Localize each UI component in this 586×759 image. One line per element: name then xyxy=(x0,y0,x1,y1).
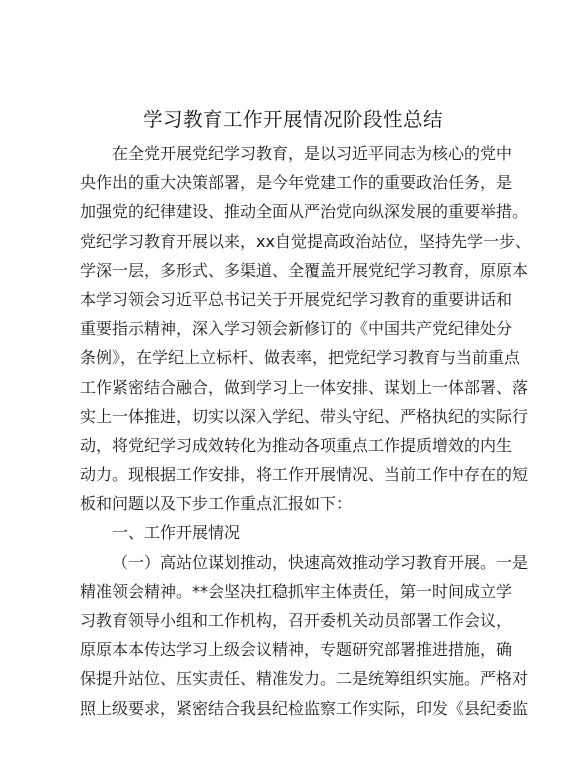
paragraph-line: 加强党的纪律建设、推动全面从严治党向纵深发展的重要举措。 xyxy=(80,202,529,222)
section-heading: 一、工作开展情况 xyxy=(112,523,241,543)
paragraph-line: 学深一层，多形式、多渠道、全覆盖开展党纪学习教育，原原本 xyxy=(80,260,529,280)
paragraph-line: 精准领会精神。**会坚决扛稳抓牢主体责任，第一时间成立学 xyxy=(80,581,513,601)
paragraph-line: 工作紧密结合融合，做到学习上一体安排、谋划上一体部署、落 xyxy=(80,377,529,397)
paragraph-line: 实上一体推进，切实以深入学纪、带头守纪、严格执纪的实际行 xyxy=(80,406,529,426)
paragraph-line: 央作出的重大决策部署，是今年党建工作的重要政治任务，是 xyxy=(80,173,513,193)
paragraph-line: 习教育领导小组和工作机构，召开委机关动员部署工作会议， xyxy=(80,611,513,630)
paragraph-line: 动力。现根据工作安排，将工作开展情况、当前工作中存在的短 xyxy=(80,465,529,485)
paragraph-line: 板和问题以及下步工作重点汇报如下： xyxy=(80,494,353,514)
paragraph-line: 照上级要求，紧密结合我县纪检监察工作实际，印发《县纪委监 xyxy=(80,698,529,718)
paragraph-line: 党纪学习教育开展以来，xx自觉提高政治站位，坚持先学一步、 xyxy=(80,231,531,251)
paragraph-line: 原原本本传达学习上级会议精神，专题研究部署推进措施，确 xyxy=(80,640,513,660)
paragraph-line: 本学习领会习近平总书记关于开展党纪学习教育的重要讲话和 xyxy=(80,289,513,309)
paragraph-line: 保提升站位、压实责任、精准发力。二是统筹组织实施。严格对 xyxy=(80,669,529,689)
document-title: 学习教育工作开展情况阶段性总结 xyxy=(142,108,443,131)
paragraph-line: （一）高站位谋划推动，快速高效推动学习教育开展。一是 xyxy=(112,552,529,572)
document-body xyxy=(80,139,531,723)
paragraph-line: 动，将党纪学习成效转化为推动各项重点工作提质增效的内生 xyxy=(80,435,513,455)
paragraph-line: 重要指示精神，深入学习领会新修订的《中国共产党纪律处分 xyxy=(80,319,513,339)
paragraph-line: 条例》，在学纪上立标杆、做表率，把党纪学习教育与当前重点 xyxy=(80,348,521,368)
paragraph-line: 在全党开展党纪学习教育，是以习近平同志为核心的党中 xyxy=(112,144,513,163)
